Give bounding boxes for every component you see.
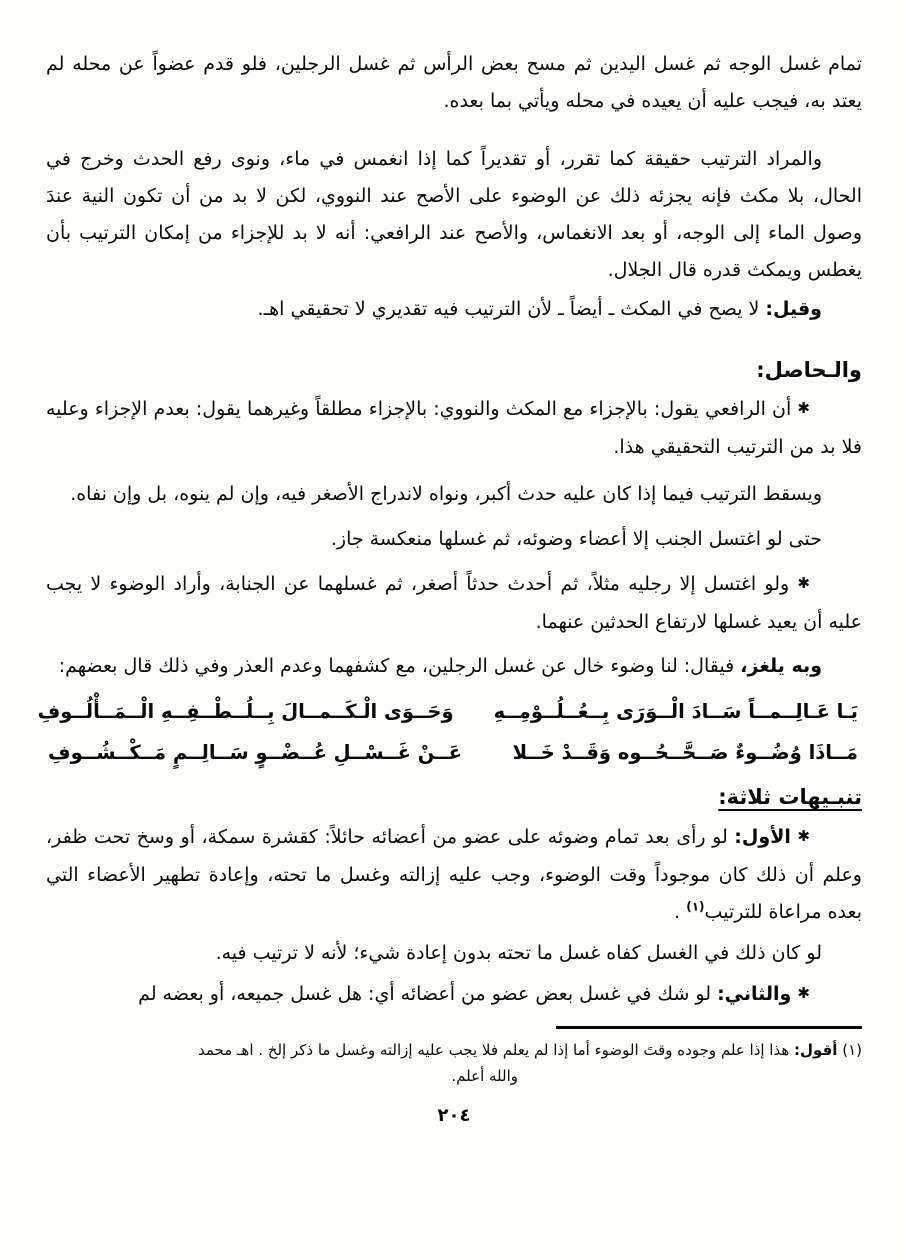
hemistich-left: عَــنْ غَــسْــلِ عُــضْــوٍ سَــالِــمٍ مَــكْــشُــوفِ xyxy=(48,741,462,764)
paragraph-note-second-text: لو شك في غسل بعض عضو من أعضائه أي: هل غسل جميعه، أو بعضه لم xyxy=(138,983,712,1005)
paragraph-note-first-text: لو رأى بعد تمام وضوئه على عضو من أعضائه حائلاً: كقشرة سمكة، أو وسخ تحت ظفر، وعلم أن ذلك كان موجوداً وقت الوضوء، وجب عليه إزالته وغسل ما تحته، وإعادة تطهير الأعضاء التي بعده مراعاة للترتيب xyxy=(46,826,862,923)
footnote-separator xyxy=(556,1026,862,1029)
page-number: ٢٠٤ xyxy=(437,1105,471,1126)
paragraph-note-first-tail: . xyxy=(674,901,681,923)
paragraph-ghusl-feet xyxy=(46,566,862,641)
asterisk-marker: ✱ xyxy=(797,827,810,845)
footnote-text: هذا إذا علم وجوده وقتَ الوضوء أما إذا لم يعلم فلا يجب عليه إزالته وغسل ما ذكر إلخ . اهـ محمد xyxy=(198,1041,790,1059)
footnote xyxy=(46,1037,862,1063)
heading-three-notes: تنبـيهات ثلاثة: xyxy=(718,785,862,809)
paragraph-riddle xyxy=(46,648,862,685)
hemistich-left: وَحَــوَى الْـكَــمــالَ بِــلُــطْــفِــهِ الْــمَــأْلُــوفِ xyxy=(37,700,454,723)
lead-word-first: الأول: xyxy=(734,826,791,848)
poetry-block xyxy=(37,691,858,773)
footnote-lead: أقول: xyxy=(794,1041,838,1059)
lead-word-waqila: وقيل: xyxy=(765,298,822,320)
asterisk-marker: ✱ xyxy=(797,574,810,592)
hemistich-right: يَـا عَـالِــمــاً سَــادَ الْــوَرَى بِــعُــلُــوْمِــهِ xyxy=(493,700,858,723)
paragraph-riddle-text: فيقال: لنا وضوء خال عن غسل الرجلين، مع كشفهما وعدم العذر وفي ذلك قال بعضهم: xyxy=(58,655,735,677)
poetry-verse-2 xyxy=(48,732,858,773)
paragraph-ghusl-reversed: حتى لو اغتسل الجنب إلا أعضاء وضوئه، ثم غسلها منعكسة جاز. xyxy=(330,528,822,550)
paragraph-ghusl-feet-text: ولو اغتسل إلا رجليه مثلاً، ثم أحدث حدثاً أصغر، ثم غسلهما عن الجنابة، وأراد الوضوء لا يجب عليه أن يعيد غسلها لارتفاع الحدثين عنهما. xyxy=(46,573,862,633)
poetry-verse-1 xyxy=(37,691,858,732)
heading-conclusion: والـحاصل: xyxy=(756,358,862,382)
footnote-reference: (١) xyxy=(686,899,705,914)
paragraph-ghusl-case: لو كان ذلك في الغسل كفاه غسل ما تحته بدون إعادة شيء؛ لأنه لا ترتيب فيه. xyxy=(215,942,822,964)
lead-word-yulghaz: وبه يلغز، xyxy=(740,655,822,677)
paragraph-note-first xyxy=(46,819,862,931)
paragraph-rafii-text: أن الرافعي يقول: بالإجزاء مع المكث والنووي: بالإجزاء مطلقاً وغيرهما يقول: بعدم الإجزاء وعليه فلا بد من الترتيب التحقيقي هذا. xyxy=(46,398,862,458)
paragraph-continuation: تمام غسل الوجه ثم غسل اليدين ثم مسح بعض الرأس ثم غسل الرجلين، فلو قدم عضواً عن محله لم يعتد به، فيجب عليه أن يعيده في محله ويأتي بما بعده. xyxy=(46,53,862,112)
asterisk-marker: ✱ xyxy=(797,984,810,1002)
lead-word-second: والثاني: xyxy=(717,983,792,1005)
paragraph-note-second xyxy=(46,976,862,1014)
footnote-continuation: والله أعلم. xyxy=(451,1067,518,1085)
paragraph-tartib-definition: والمراد الترتيب حقيقة كما تقرر، أو تقديراً كما إذا انغمس في ماء، ونوى رفع الحدث وخرج في الحال، بلا مكث فإنه يجزئه ذلك عن الوضوء على الأصح عند النووي، لكن لا بد من أن تكون النية عندَ وصول الماء إلى الوجه، أو بعد الانغماس، والأصح عند الرافعي: أنه لا بد للإجزاء من إمكان الترتيب بأن يغطس ويمكث قدره قال الجلال. xyxy=(46,148,862,281)
footnote-number: (١) xyxy=(842,1041,862,1059)
paragraph-qila-text: لا يصح في المكث ـ أيضاً ـ لأن الترتيب فيه تقديري لا تحقيقي اهـ. xyxy=(257,298,760,320)
asterisk-marker: ✱ xyxy=(797,399,810,417)
paragraph-rafii-position xyxy=(46,391,862,466)
paragraph-qila xyxy=(46,291,862,328)
paragraph-tartib-drops: ويسقط الترتيب فيما إذا كان عليه حدث أكبر، ونواه لاندراج الأصغر فيه، وإن لم ينوه، بل وإن نفاه. xyxy=(70,483,822,505)
hemistich-right: مَــاذَا وُضُــوءٌ صَــحَّــحُــوه وَقَــدْ خَــلا xyxy=(512,741,858,764)
